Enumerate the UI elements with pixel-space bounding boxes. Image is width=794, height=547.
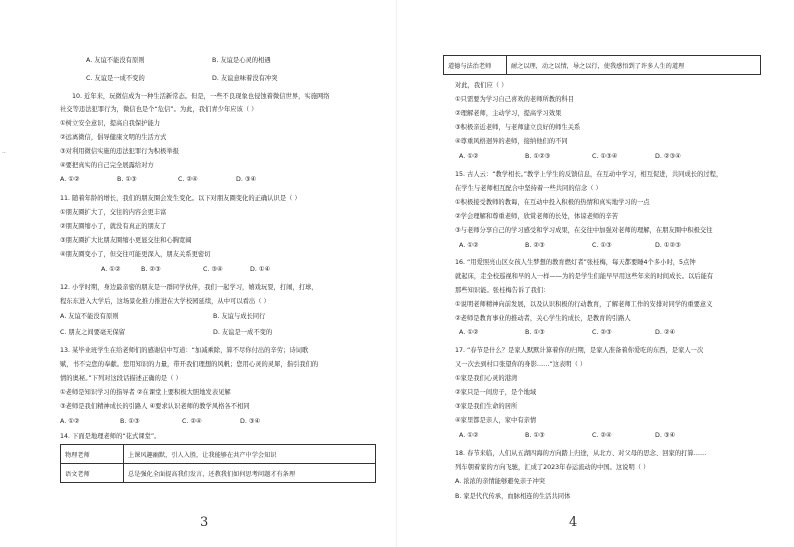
table-cell: 耐之以理，动之以情，导之以行，使我感悟到了许多人生的道理	[507, 56, 761, 75]
statement: ①家是我们心灵的港湾	[455, 375, 518, 382]
option: C. 朋友之间要毫无保留	[60, 329, 126, 336]
statement: ④家里都是亲人，家中有亲情	[455, 417, 537, 424]
table-cell: 上课风趣幽默，引人入胜，让我能够在共产中学会知识	[124, 445, 376, 464]
option: A. ①②	[459, 329, 479, 336]
question-stem: 14. 下面是地理老师的“花式课堂”。	[60, 433, 161, 440]
question-stem: 社交等违法犯罪行为，微信也是个“危信”。为此，我们青少年应该（ ）	[60, 106, 258, 113]
option: B. ①③	[117, 176, 137, 183]
option: B. 友谊与成长同行	[213, 313, 266, 320]
statement: ①树立安全意识，提高自我保护能力	[60, 120, 161, 127]
option: B. ②③	[141, 266, 161, 273]
option: B. 家是代代传承，血脉相连的生活共同体	[455, 493, 571, 500]
option: C. ①③	[592, 242, 612, 249]
table-cell: 总是强化全面提高我们发言，还教我们如何思考问题才有条理	[124, 464, 376, 483]
statement: ③与老师分享自己的学习感受和学习成果，在交往中加强对老师的理解，在朋友圈中积极交往	[455, 227, 713, 234]
question-stem: 16. “用爱照亮山区女孩人生梦想的教育燃灯者”张桂梅，每天都要睡4个多小时，5点钟	[455, 259, 696, 266]
table-cell: 道德与法治老师	[444, 56, 507, 75]
table-row	[61, 445, 376, 464]
right-page	[397, 0, 794, 547]
option: D. ③④	[236, 176, 257, 183]
question-stem: 17. “春节是什么？是家人默默计算着你的归期，是家人准备着你爱吃的东西，是家人一次	[455, 347, 704, 354]
option: D. ①④	[250, 266, 271, 273]
question-stem: 列车朝着家的方向飞驰，汇成了2023年春运流动的中国。这说明（ ）	[455, 464, 650, 471]
statement: ③老师是我们精神成长的引路人 ④要求认识老师的教学风格各不相同	[60, 403, 250, 410]
option: C. ③④	[203, 266, 223, 273]
option: D. 友谊意味着没有冲突	[212, 75, 278, 82]
option: B. ①③	[525, 329, 545, 336]
question-stem: 对此，我们应（ ）	[455, 82, 508, 89]
statement: ③朋友圈扩大比朋友圈缩小更显交往和心胸宽阔	[60, 237, 192, 244]
option: A. ①②	[101, 266, 121, 273]
option: D. ③④	[240, 418, 261, 425]
statement: ②远离微信，倡导健康文明的生活方式	[60, 134, 167, 141]
option: A. 友谊不能没有原则	[60, 313, 119, 320]
table-cell: 物理老师	[61, 445, 124, 464]
margin-mark: ..	[2, 148, 6, 155]
question-stem: 那些知识能。张桂梅告诉了我们：	[455, 287, 550, 294]
option: D. ②④	[655, 329, 676, 336]
statement: ②老师是教育事业的推动者，关心学生的成长，是教育的引路人	[455, 315, 631, 322]
option: D. ①②③	[655, 242, 681, 249]
table-row	[444, 56, 761, 75]
option: B. ②③	[525, 242, 545, 249]
option: D. 友谊是一成不变的	[213, 329, 273, 336]
statement: ②学会理解和尊重老师，欣赏老师的长处，体谅老师的辛苦	[455, 213, 619, 220]
question-stem: 赋，书不完您的奉献。您用知识的力量，带开我们理想的风帆；您用心灵的灵犀，指引我们的	[60, 361, 319, 368]
statement: ①朋友圈扩大了，交往的内容会更丰富	[60, 209, 167, 216]
page-number: 3	[200, 515, 209, 530]
option: A. ①②	[459, 153, 479, 160]
question-stem: 18. 春节来临，人们从五湖四海的方向踏上归途，从北方、对父母的思念、回家的打算……	[455, 450, 707, 457]
statement: ③对利用微信实施的违法犯罪行为积极举报	[60, 148, 179, 155]
option: A. ①②	[60, 176, 80, 183]
question-stem: 12. 小学时期，身边最亲密的朋友是一群同学伙伴，我们一起学习，嬉戏玩耍，打闹，打球，	[60, 284, 318, 291]
option: D. ③④	[655, 432, 676, 439]
question-stem: 11. 随着年龄的增长，我们的朋友圈会发生变化。以下对朋友圈变化的正确认识是（ ）	[60, 195, 301, 202]
option: B. ①③	[525, 432, 545, 439]
option: C. ②④	[182, 418, 202, 425]
option: D. ②③④	[655, 153, 681, 160]
option: A. ①②	[459, 242, 479, 249]
statement: ②理解老师，主动学习，提高学习效果	[455, 110, 562, 117]
option: C. 友谊是一成不变的	[86, 75, 145, 82]
option: C. ①③④	[592, 153, 618, 160]
teacher-table	[60, 444, 376, 483]
question-stem: 13. 某毕业班学生在给老师们的感谢信中写道：“加减乘除，算不尽你付出的辛劳；诗词歌	[60, 347, 309, 354]
question-stem: 程东东进入大学后，这场景化推力推进在大学校园延续，从中可以看出（ ）	[60, 298, 270, 305]
option: C. ②④	[178, 176, 198, 183]
option: B. ①②③	[525, 153, 551, 160]
table-cell: 语文老师	[61, 464, 124, 483]
statement: ②朋友圈缩小了，就没有真正的朋友了	[60, 223, 167, 230]
table-row	[61, 464, 376, 483]
option: B. ①③	[120, 418, 140, 425]
option: A. ①②	[459, 432, 479, 439]
statement: ①只需要为学习自己喜欢的老师所教的科目	[455, 96, 574, 103]
option: A. ①②	[60, 418, 80, 425]
option: C. ②③	[592, 329, 612, 336]
option: C. ②④	[592, 432, 612, 439]
statement: ③家是我们生命的居所	[455, 403, 518, 410]
question-stem: 就起床，走全校巡视和早的人一样——为的是学生们能早早用这些年来的时间成长。以后能有	[455, 273, 714, 280]
teacher-table	[443, 55, 761, 75]
statement: ④朋友圈变小了，但交往可能更深入，朋友关系更密切	[60, 251, 211, 258]
statement: ②家只是一间房子，是个地域	[455, 389, 537, 396]
question-stem: 情的奥秘。”下列对这段话描述正确的是（ ）	[60, 375, 182, 382]
page-number: 4	[569, 515, 578, 530]
statement: ③积极亲近老师，与老师建立良好的师生关系	[455, 124, 581, 131]
option: B. 友谊是心灵的相遇	[212, 57, 271, 64]
question-stem: 15. 古人云：“教学相长。”教学上学生的反馈信息，在互动中学习，相互促进，共同成长的过程，	[455, 171, 723, 178]
question-stem: 10. 近年来，玩微信成为一种生活新常态。但是，一些不良现象也侵蚀着微信世界，实施网络	[72, 93, 330, 100]
question-stem: 又一次去到村口张望你的身影……”这表明（ ）	[455, 361, 587, 368]
statement: ①老师是知识学习的指导者 ②在课堂上要积极大胆地发表见解	[60, 389, 231, 396]
statement: ④尊重风格迥异的老师，接纳他们的不同	[455, 138, 568, 145]
question-stem: 在学生与老师相互配合中坚持着一些共同的信念（ ）	[455, 185, 602, 192]
option: A. 浓浓的亲情能够避免亲子冲突	[455, 478, 546, 485]
option: A. 友谊不能没有原则	[86, 57, 145, 64]
statement: ①说明老师精神向前发展，以及认识积极的行动教育，了解老师工作的安排对同学的重要意义	[455, 301, 713, 308]
statement: ①积极接受教师的教诲，在互动中投入积极的热情和真实地学习的一点	[455, 199, 650, 206]
statement: ④要把真实的自己完全展露给对方	[60, 162, 154, 169]
